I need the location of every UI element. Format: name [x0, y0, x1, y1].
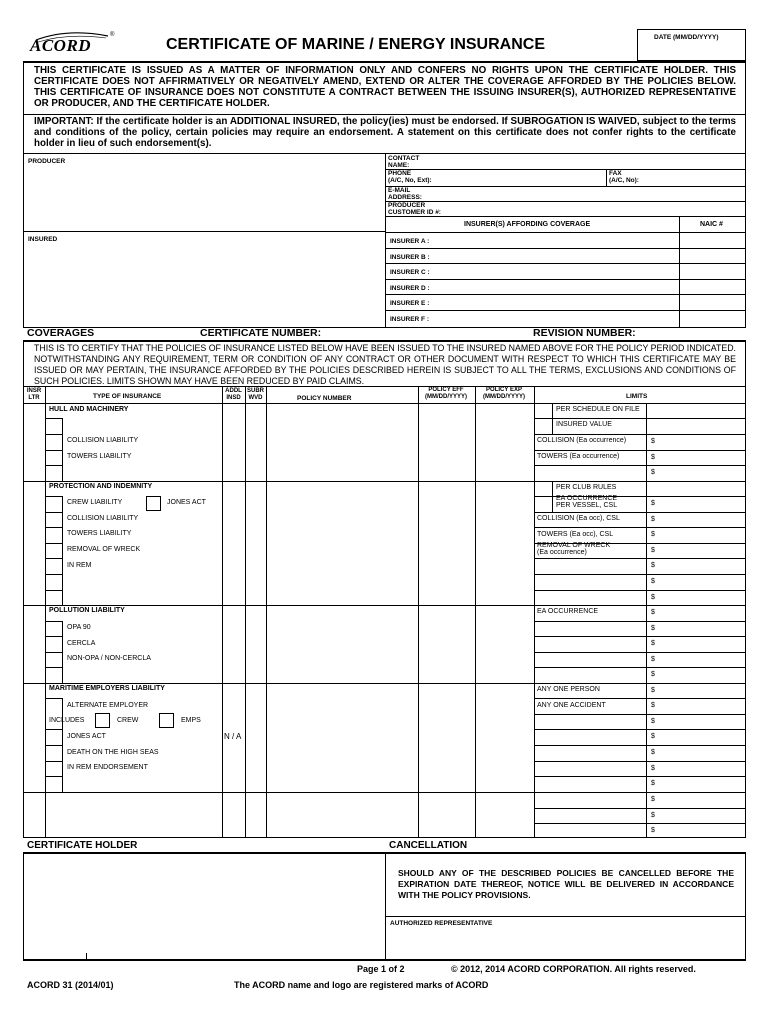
policy-exp-header	[475, 387, 533, 400]
limits-header: LIMITS	[626, 393, 648, 400]
mel-death-label: DEATH ON THE HIGH SEAS	[67, 749, 159, 756]
insurer-b-naic-field[interactable]	[681, 249, 745, 263]
mel-accident-dollar: $	[651, 702, 655, 709]
hull-title: HULL AND MACHINERY	[49, 406, 129, 413]
pi-crew-label: CREW LIABILITY	[67, 499, 123, 506]
pi-removal-label: REMOVAL OF WRECK	[67, 546, 141, 553]
pi-towers-label: TOWERS LIABILITY	[67, 530, 132, 537]
mel-lim-person: ANY ONE PERSON	[537, 686, 600, 693]
insured-label: INSURED	[28, 236, 58, 243]
insurer-f-field[interactable]	[434, 311, 678, 325]
certificate-number-label: CERTIFICATE NUMBER:	[200, 327, 322, 339]
pollution-extra-3-value-field[interactable]	[658, 653, 744, 666]
customer-id-label-2: CUSTOMER ID #:	[388, 209, 441, 216]
pi-ea-dollar: $	[651, 500, 655, 507]
insured-field[interactable]	[25, 244, 383, 326]
addl-header-1: ADDL	[225, 388, 242, 394]
producer-field[interactable]	[25, 166, 383, 229]
insurer-a-field[interactable]	[434, 233, 678, 247]
insurer-d-label: INSURER D :	[390, 284, 430, 292]
pi-lim-ea-1: EA OCCURRENCE	[556, 495, 618, 502]
mel-person-value-field[interactable]	[658, 684, 744, 697]
pi-lim-removal	[537, 542, 610, 556]
pollution-extra-2-value-field[interactable]	[658, 637, 744, 650]
email-label-2: ADDRESS:	[388, 194, 422, 201]
other-3-value-field[interactable]	[658, 824, 744, 837]
contact-name-field[interactable]	[434, 155, 744, 168]
phone-label-2: (A/C, No, Ext):	[388, 177, 432, 184]
mel-title: MARITIME EMPLOYERS LIABILITY	[49, 685, 165, 692]
mel-extra-1-dollar: $	[651, 718, 655, 725]
revision-number-field[interactable]	[640, 326, 745, 339]
other-3-dollar: $	[651, 827, 655, 834]
mel-emps-checkbox[interactable]	[159, 713, 174, 728]
pollution-extra-3-dollar: $	[651, 656, 655, 663]
pi-lim-removal-1: REMOVAL OF WRECK	[537, 542, 611, 549]
pi-lim-ea	[556, 495, 617, 509]
pi-lim-removal-2: (Ea occurrence)	[537, 549, 587, 556]
subr-header-1: SUBR	[246, 388, 264, 394]
insurer-e-label: INSURER E :	[390, 300, 430, 308]
subr-header-2: WVD	[248, 394, 263, 401]
hull-lim-collision: COLLISION (Ea occurrence)	[537, 437, 627, 444]
insurer-d-field[interactable]	[434, 280, 678, 294]
pollution-title: POLLUTION LIABILITY	[49, 607, 125, 614]
mel-jones-label: JONES ACT	[67, 733, 106, 740]
addl-insd-header	[222, 388, 245, 401]
mel-accident-value-field[interactable]	[658, 699, 744, 712]
pi-jones-label: JONES ACT	[167, 499, 206, 506]
pi-collision-label: COLLISION LIABILITY	[67, 515, 139, 522]
certificate-holder-label: CERTIFICATE HOLDER	[27, 840, 138, 851]
mel-extra-2-value-field[interactable]	[658, 730, 744, 743]
acord-logo-text: ACORD	[30, 36, 92, 55]
policy-exp-header-1: POLICY EXP	[486, 387, 522, 393]
coverages-disclaimer: THIS IS TO CERTIFY THAT THE POLICIES OF INSURANCE LISTED BELOW HAVE BEEN ISSUED TO THE INSURED NAMED ABOVE FOR THE POLICY PERIOD INDICATED. NOTWITHSTANDING ANY REQUIREMENT, TERM OR CONDITION OF ANY CONTRACT OR OTHER DOCUMENT WITH RESPECT TO WHICH THIS CERTIFICATE MAY BE ISSUED OR MAY PERTAIN, THE INSURANCE AFFORDED BY THE POLICIES DESCRIBED HEREIN IS SUBJECT TO ALL THE TERMS, EXCLUSIONS AND CONDITIONS OF SUCH POLICIES. LIMITS SHOWN MAY HAVE BEEN REDUCED BY PAID CLAIMS.	[34, 343, 736, 386]
mel-extra-5-dollar: $	[651, 780, 655, 787]
certificate-holder-field[interactable]	[26, 856, 382, 958]
form-number: ACORD 31 (2014/01)	[27, 980, 114, 990]
insurer-c-field[interactable]	[434, 264, 678, 278]
notice-important: IMPORTANT: If the certificate holder is an ADDITIONAL INSURED, the policy(ies) must be endorsed. If SUBROGATION IS WAIVED, subject to the terms and conditions of the policy, certain policies may require an endorsement. A statement on this certificate does not confer rights to the certificate holder in lieu of such endorsement(s).	[34, 116, 736, 149]
pollution-lim-ea: EA OCCURRENCE	[537, 608, 599, 615]
mel-crew-checkbox[interactable]	[95, 713, 110, 728]
policy-eff-header	[418, 387, 474, 400]
pi-extra-3-dollar: $	[651, 594, 655, 601]
fax-label-2: (A/C, No):	[609, 177, 639, 184]
pi-collision-dollar: $	[651, 516, 655, 523]
insr-ltr-header	[23, 388, 45, 401]
fax-field[interactable]	[650, 170, 745, 185]
other-2-value-field[interactable]	[658, 809, 744, 822]
policy-exp-header-2: (MM/DD/YYYY)	[483, 393, 525, 400]
pi-lim-ea-2: PER VESSEL, CSL	[556, 502, 618, 509]
pollution-ea-value-field[interactable]	[658, 606, 744, 619]
naic-header: NAIC #	[700, 221, 723, 228]
insr-ltr-header-2: LTR	[28, 394, 40, 401]
jones-act-checkbox[interactable]	[146, 496, 161, 511]
mel-alternate-label: ALTERNATE EMPLOYER	[67, 702, 149, 709]
hull-extra-dollar: $	[651, 469, 655, 476]
pi-towers-dollar: $	[651, 531, 655, 538]
pi-towers-value-field[interactable]	[658, 528, 744, 541]
page-number: Page 1 of 2	[357, 964, 405, 974]
insurers-header: INSURER(S) AFFORDING COVERAGE	[464, 221, 591, 228]
insr-ltr-header-1: INSR	[26, 388, 42, 394]
hull-lim-schedule: PER SCHEDULE ON FILE	[556, 406, 640, 413]
producer-section	[23, 154, 746, 328]
hull-lim-insured: INSURED VALUE	[556, 421, 612, 428]
pi-lim-collision: COLLISION (Ea occ), CSL	[537, 515, 620, 522]
pollution-opa-label: OPA 90	[67, 624, 91, 631]
date-field[interactable]	[637, 29, 746, 61]
insurer-e-field[interactable]	[434, 295, 678, 309]
policy-number-header: POLICY NUMBER	[297, 395, 352, 402]
customer-id-label-1: PRODUCER	[388, 202, 426, 209]
cancellation-label: CANCELLATION	[389, 840, 468, 851]
customer-id-field[interactable]	[454, 202, 744, 215]
other-1-value-field[interactable]	[658, 793, 744, 806]
producer-label: PRODUCER	[28, 158, 66, 165]
pi-removal-value-field[interactable]	[658, 544, 744, 557]
phone-label-1: PHONE	[388, 170, 412, 177]
insurer-a-naic-field[interactable]	[681, 233, 745, 247]
pi-extra-1-dollar: $	[651, 562, 655, 569]
mel-lim-accident: ANY ONE ACCIDENT	[537, 702, 606, 709]
pi-removal-dollar: $	[651, 547, 655, 554]
mel-na-label: N / A	[224, 732, 242, 741]
insurer-f-naic-field[interactable]	[681, 311, 745, 325]
authorized-rep-field[interactable]	[388, 928, 744, 959]
email-label-1: E-MAIL	[388, 187, 411, 194]
hull-collision-label: COLLISION LIABILITY	[67, 437, 139, 444]
pi-extra-2-dollar: $	[651, 578, 655, 585]
pollution-extra-1-dollar: $	[651, 625, 655, 632]
other-2-dollar: $	[651, 812, 655, 819]
mel-extra-5-value-field[interactable]	[658, 777, 744, 790]
pollution-cercla-label: CERCLA	[67, 640, 96, 647]
pi-collision-value-field[interactable]	[658, 513, 744, 526]
registered-mark-icon: ®	[110, 32, 115, 38]
holder-cancellation-box	[23, 852, 746, 961]
mel-extra-4-value-field[interactable]	[658, 762, 744, 775]
copyright: © 2012, 2014 ACORD CORPORATION. All rights reserved.	[451, 964, 696, 974]
hull-extra-value-field[interactable]	[658, 466, 744, 479]
hull-collision-dollar: $	[651, 438, 655, 445]
insurer-d-naic-field[interactable]	[681, 280, 745, 294]
pollution-ea-dollar: $	[651, 609, 655, 616]
notice-box	[23, 61, 746, 154]
addl-header-2: INSD	[226, 394, 241, 401]
pollution-extra-4-value-field[interactable]	[658, 668, 744, 681]
mel-extra-3-dollar: $	[651, 749, 655, 756]
mel-includes-label: INCLUDES	[49, 717, 85, 724]
pi-extra-3-value-field[interactable]	[658, 591, 744, 604]
policy-eff-header-1: POLICY EFF	[428, 387, 464, 393]
mel-extra-4-dollar: $	[651, 765, 655, 772]
policy-eff-header-2: (MM/DD/YYYY)	[425, 393, 467, 400]
pi-inrem-label: IN REM	[67, 562, 92, 569]
insurer-b-label: INSURER B :	[390, 253, 430, 261]
page-title: CERTIFICATE OF MARINE / ENERGY INSURANCE	[166, 36, 545, 53]
hull-towers-value-field[interactable]	[658, 451, 744, 464]
cancellation-text: SHOULD ANY OF THE DESCRIBED POLICIES BE CANCELLED BEFORE THE EXPIRATION DATE THEREOF, NOTICE WILL BE DELIVERED IN ACCORDANCE WITH THE POLICY PROVISIONS.	[398, 868, 734, 900]
insurer-e-naic-field[interactable]	[681, 295, 745, 309]
insurer-c-naic-field[interactable]	[681, 264, 745, 278]
email-field[interactable]	[434, 187, 744, 200]
pollution-extra-1-value-field[interactable]	[658, 622, 744, 635]
contact-name-label: CONTACT NAME:	[388, 155, 420, 169]
certificate-number-field[interactable]	[325, 326, 525, 339]
pi-extra-1-value-field[interactable]	[658, 559, 744, 572]
fax-label-1: FAX	[609, 170, 622, 177]
date-label: DATE (MM/DD/YYYY)	[654, 34, 719, 41]
hull-collision-value-field[interactable]	[658, 435, 744, 448]
pi-lim-towers: TOWERS (Ea occ), CSL	[537, 531, 614, 538]
hull-lim-towers: TOWERS (Ea occurrence)	[537, 453, 620, 460]
mel-person-dollar: $	[651, 687, 655, 694]
mel-extra-2-dollar: $	[651, 733, 655, 740]
hull-towers-dollar: $	[651, 454, 655, 461]
insurer-c-label: INSURER C :	[390, 269, 430, 277]
insurer-f-label: INSURER F :	[390, 316, 429, 323]
insurer-a-label: INSURER A :	[390, 238, 430, 245]
pollution-extra-4-dollar: $	[651, 671, 655, 678]
mel-emps-label: EMPS	[181, 717, 201, 724]
pi-lim-club: PER CLUB RULES	[556, 484, 617, 491]
mel-extra-1-value-field[interactable]	[658, 715, 744, 728]
insurer-b-field[interactable]	[434, 249, 678, 263]
type-of-insurance-header: TYPE OF INSURANCE	[93, 393, 162, 400]
pi-title: PROTECTION AND INDEMNITY	[49, 483, 153, 490]
mel-crew-label: CREW	[117, 717, 139, 724]
pi-extra-2-value-field[interactable]	[658, 575, 744, 588]
pollution-extra-2-dollar: $	[651, 640, 655, 647]
revision-number-label: REVISION NUMBER:	[533, 327, 636, 339]
mel-inrem-label: IN REM ENDORSEMENT	[67, 764, 148, 771]
hull-towers-label: TOWERS LIABILITY	[67, 453, 132, 460]
pollution-non-label: NON-OPA / NON-CERCLA	[67, 655, 151, 662]
registered-marks: The ACORD name and logo are registered marks of ACORD	[234, 980, 489, 990]
notice-disclaimer: THIS CERTIFICATE IS ISSUED AS A MATTER OF INFORMATION ONLY AND CONFERS NO RIGHTS UPON THE CERTIFICATE HOLDER. THIS CERTIFICATE DOES NOT AFFIRMATIVELY OR NEGATIVELY AMEND, EXTEND OR ALTER THE COVERAGE AFFORDED BY THE POLICIES BELOW. THIS CERTIFICATE OF INSURANCE DOES NOT CONSTITUTE A CONTRACT BETWEEN THE ISSUING INSURER(S), AUTHORIZED REPRESENTATIVE OR PRODUCER, AND THE CERTIFICATE HOLDER.	[34, 65, 736, 109]
other-1-dollar: $	[651, 796, 655, 803]
mel-extra-3-value-field[interactable]	[658, 746, 744, 759]
pi-ea-value-field[interactable]	[658, 497, 744, 510]
phone-field[interactable]	[444, 170, 604, 185]
acord-logo	[28, 30, 118, 60]
coverages-label: COVERAGES	[27, 327, 95, 339]
authorized-rep-label: AUTHORIZED REPRESENTATIVE	[390, 920, 493, 927]
subr-wvd-header	[245, 388, 266, 401]
